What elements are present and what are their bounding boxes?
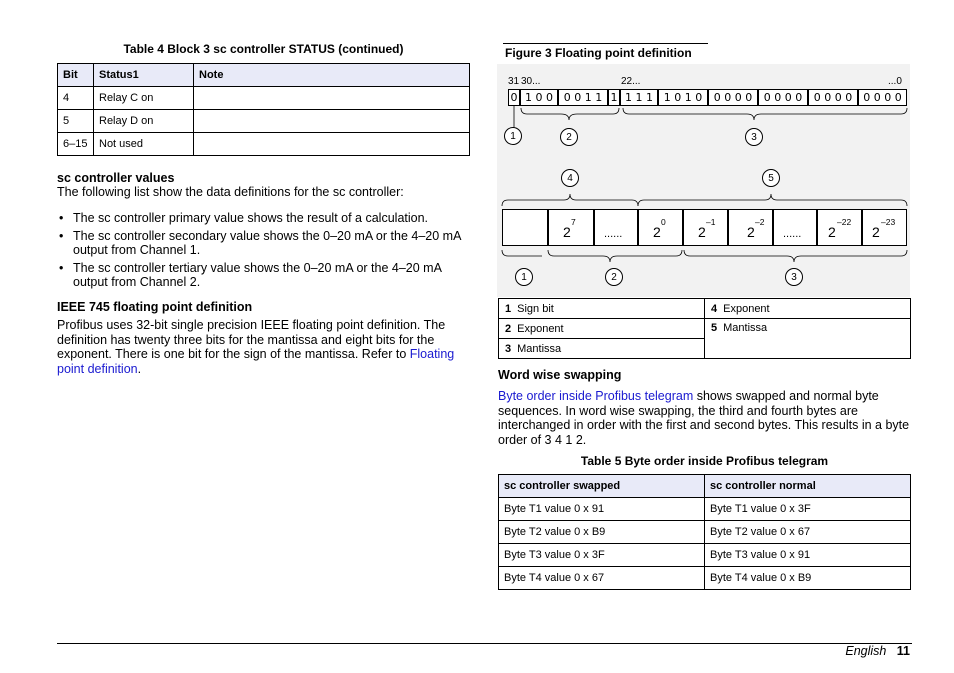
list-item: • The sc controller tertiary value shows the 0–20 mA or the 4–20 mA output from Channel 2. xyxy=(57,261,472,290)
mantissa-brace xyxy=(623,108,907,120)
ieee-heading: IEEE 745 floating point definition xyxy=(57,300,253,314)
legend-item: 3 Mantissa xyxy=(499,339,705,359)
table5-cell: Byte T3 value 0 x 3F xyxy=(499,544,705,567)
power-exponent: 0 xyxy=(661,217,666,227)
sc-values-intro: The following list show the data definitions for the sc controller: xyxy=(57,185,404,199)
legend-item: 4 Exponent xyxy=(705,299,911,319)
table5-header-swapped: sc controller swapped xyxy=(499,475,705,498)
legend-row xyxy=(499,319,911,339)
table5-cell: Byte T2 value 0 x B9 xyxy=(499,521,705,544)
footer-language: English xyxy=(845,644,887,658)
callout-mantissa-bottom: 3 xyxy=(785,268,803,286)
bit-group: 0 xyxy=(508,89,520,106)
table5-header-normal: sc controller normal xyxy=(705,475,911,498)
table4-header-note: Note xyxy=(194,64,470,87)
callout-5: 5 xyxy=(762,169,780,187)
table4 xyxy=(57,63,470,156)
sc-values-heading: sc controller values xyxy=(57,171,175,185)
power-ellipsis: ...... xyxy=(783,228,802,240)
table4-header-bit: Bit xyxy=(58,64,94,87)
bit-label-22: 22... xyxy=(621,76,641,87)
table4-cell xyxy=(194,133,470,156)
table4-cell: 6–15 xyxy=(58,133,94,156)
figure3-brackets xyxy=(497,64,910,297)
power-cell-sign xyxy=(502,209,548,246)
table5-cell: Byte T2 value 0 x 67 xyxy=(705,521,911,544)
figure3-legend xyxy=(498,298,911,359)
bit-group: 1 0 0 xyxy=(520,89,558,106)
exponent-bottom-brace xyxy=(548,250,682,262)
legend-item: 1 Sign bit xyxy=(499,299,705,319)
page-number: 11 xyxy=(896,644,910,658)
exponent-top-brace xyxy=(502,194,638,206)
bit-label-30: 30... xyxy=(521,76,541,87)
sc-values-list xyxy=(57,211,472,293)
byte-order-link[interactable]: Byte order inside Profibus telegram xyxy=(498,389,694,403)
legend-item: 5 Mantissa xyxy=(705,319,911,359)
bit-group: 1 xyxy=(608,89,620,106)
callout-sign-bottom: 1 xyxy=(515,268,533,286)
table5-cell: Byte T1 value 0 x 3F xyxy=(705,498,911,521)
figure3-caption: Figure 3 Floating point definition xyxy=(505,46,692,60)
list-item: • The sc controller secondary value shows the 0–20 mA or the 4–20 mA output from Channel 1. xyxy=(57,229,472,258)
callout-exponent-top: 2 xyxy=(560,128,578,146)
mantissa-bottom-brace xyxy=(684,250,907,262)
table-row xyxy=(499,567,911,590)
table5-cell: Byte T3 value 0 x 91 xyxy=(705,544,911,567)
table5-cell: Byte T4 value 0 x B9 xyxy=(705,567,911,590)
bit-group: 0 0 0 0 xyxy=(708,89,758,106)
power-ellipsis: ...... xyxy=(604,228,623,240)
table4-cell: Not used xyxy=(94,133,194,156)
legend-row xyxy=(499,299,911,319)
table-row xyxy=(499,544,911,567)
table5 xyxy=(498,474,911,590)
footer xyxy=(845,644,910,658)
mantissa-top-brace xyxy=(638,194,907,206)
floating-point-link[interactable]: Floating point definition xyxy=(57,347,455,376)
callout-sign-top: 1 xyxy=(504,127,522,145)
exponent-brace xyxy=(521,108,619,120)
power-exponent: –23 xyxy=(881,217,896,227)
table-row xyxy=(499,521,911,544)
bit-label-31: 31 xyxy=(508,76,520,87)
table4-cell: Relay D on xyxy=(94,110,194,133)
bit-group: 0 0 0 0 xyxy=(858,89,907,106)
power-exponent: –2 xyxy=(755,217,765,227)
table4-cell: 5 xyxy=(58,110,94,133)
table-row xyxy=(58,133,470,156)
table5-caption: Table 5 Byte order inside Profibus telegram xyxy=(580,454,829,468)
power-exponent: –1 xyxy=(706,217,716,227)
word-swap-heading: Word wise swapping xyxy=(498,368,622,382)
power-base: 2 xyxy=(698,224,706,240)
callout-4: 4 xyxy=(561,169,579,187)
table4-cell: 4 xyxy=(58,87,94,110)
callout-exponent-bottom: 2 xyxy=(605,268,623,286)
power-cell xyxy=(548,209,594,246)
legend-item: 2 Exponent xyxy=(499,319,705,339)
table4-cell: Relay C on xyxy=(94,87,194,110)
bit-group: 1 0 1 0 xyxy=(658,89,708,106)
bit-group: 1 1 1 xyxy=(620,89,658,106)
table4-cell xyxy=(194,87,470,110)
power-base: 2 xyxy=(563,224,571,240)
list-item: • The sc controller primary value shows the result of a calculation. xyxy=(57,211,472,226)
bit-label-0: ...0 xyxy=(888,76,902,87)
table4-cell xyxy=(194,110,470,133)
power-exponent: 7 xyxy=(571,217,576,227)
ieee-body: Profibus uses 32-bit single precision IEEE floating point definition. The definition has twenty three bits for the mantissa and eight bits for the exponent. There is one bit for the sign of the mantissa. Refer to Floating point definition. xyxy=(57,318,455,376)
power-base: 2 xyxy=(653,224,661,240)
bit-group: 0 0 0 0 xyxy=(758,89,808,106)
table-row xyxy=(499,498,911,521)
sign-bottom-brace xyxy=(502,250,542,256)
bit-group: 0 0 1 1 xyxy=(558,89,608,106)
table5-cell: Byte T1 value 0 x 91 xyxy=(499,498,705,521)
bit-group: 0 0 0 0 xyxy=(808,89,858,106)
table-row xyxy=(58,87,470,110)
power-base: 2 xyxy=(872,224,880,240)
table4-header-status: Status1 xyxy=(94,64,194,87)
power-base: 2 xyxy=(747,224,755,240)
table-row xyxy=(58,110,470,133)
power-base: 2 xyxy=(828,224,836,240)
figure-rule xyxy=(503,43,708,44)
power-cell xyxy=(862,209,907,246)
power-exponent: –22 xyxy=(837,217,852,227)
table4-caption: Table 4 Block 3 sc controller STATUS (continued) xyxy=(123,42,404,56)
word-swap-body: Byte order inside Profibus telegram shows swapped and normal byte sequences. In word wise swapping, the third and fourth bytes are interchanged in order with the first and second bytes. This results in a byte order of 3 4 1 2. xyxy=(498,389,910,447)
footer-rule xyxy=(57,643,912,644)
callout-mantissa-top: 3 xyxy=(745,128,763,146)
table5-cell: Byte T4 value 0 x 67 xyxy=(499,567,705,590)
power-cell xyxy=(817,209,862,246)
